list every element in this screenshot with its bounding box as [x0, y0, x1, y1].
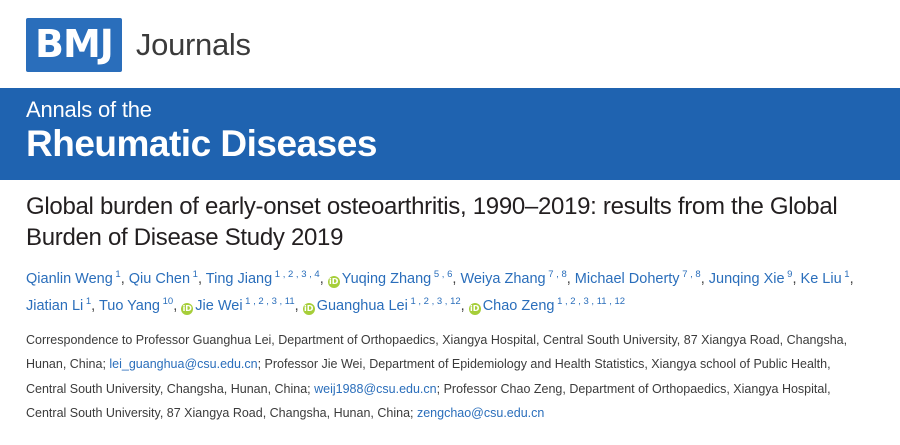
author-affiliation-marker[interactable]: 7 , 8 — [679, 269, 701, 281]
author-link[interactable]: Guanghua Lei — [316, 298, 408, 315]
author-link[interactable]: Ting Jiang — [205, 271, 273, 288]
author-affiliation-marker[interactable]: 10 — [159, 296, 174, 308]
author-affiliation-marker[interactable]: 1 — [83, 296, 92, 308]
author-separator: , — [452, 271, 461, 288]
author-separator: , — [91, 298, 99, 315]
journal-name-prefix: Annals of the — [26, 97, 152, 122]
site-masthead — [0, 0, 900, 72]
author-separator: , — [319, 271, 328, 288]
author-separator: , — [792, 271, 801, 288]
author-link[interactable]: Michael Doherty — [574, 271, 680, 288]
author-link[interactable]: Tuo Yang — [98, 298, 160, 315]
author-separator: , — [566, 271, 575, 288]
author-link[interactable]: Chao Zeng — [482, 298, 555, 315]
correspondence-block — [26, 328, 874, 426]
journal-name: Rheumatic Diseases — [26, 123, 377, 165]
author-affiliation-marker[interactable]: 1 — [190, 269, 198, 281]
orcid-icon[interactable]: iD — [470, 304, 480, 314]
author-affiliation-marker[interactable]: 1 — [112, 269, 121, 281]
author-affiliation-marker[interactable]: 9 — [784, 269, 793, 281]
author-affiliation-marker[interactable]: 1 , 2 , 3 , 12 — [407, 296, 461, 308]
author-separator: , — [197, 271, 206, 288]
author-affiliation-marker[interactable]: 1 , 2 , 3 , 11 , 12 — [554, 296, 626, 308]
author-affiliation-marker[interactable]: 1 , 2 , 3 , 4 — [272, 269, 320, 281]
author-affiliation-marker[interactable]: 1 , 2 , 3 , 11 — [242, 296, 295, 308]
author-link[interactable]: Jie Wei — [195, 298, 243, 315]
article-header — [0, 180, 900, 426]
author-link[interactable]: Qiu Chen — [128, 271, 191, 288]
author-separator: , — [700, 271, 709, 288]
email-link[interactable]: lei_guanghua@csu.edu.cn — [109, 357, 258, 372]
bmj-logo[interactable]: BMJ — [26, 18, 122, 72]
author-separator: , — [849, 271, 854, 288]
orcid-icon[interactable]: iD — [329, 277, 339, 287]
author-separator: , — [173, 298, 182, 315]
author-link[interactable]: Qianlin Weng — [26, 271, 113, 288]
correspondence-text: ; Professor Jie Wei, Department of Epidemiology and Health Statistics, Xiangya school of Public Health, Central South University, Changsha, Hunan, China; — [26, 357, 831, 396]
author-link[interactable]: Jiatian Li — [26, 298, 84, 315]
author-affiliation-marker[interactable]: 5 , 6 — [431, 269, 453, 281]
journal-banner[interactable] — [0, 88, 900, 180]
orcid-icon[interactable]: iD — [304, 304, 314, 314]
author-separator: , — [460, 298, 469, 315]
page-title: Global burden of early-onset osteoarthritis, 1990–2019: results from the Global Burden of Disease Study 2019 — [26, 193, 838, 251]
correspondence-text: Correspondence to Professor Guanghua Lei, Department of Orthopaedics, Xiangya Hospital, Central South University, 87 Xiangya Road, Changsha, Hunan, China; — [26, 333, 848, 372]
email-link[interactable]: zengchao@csu.edu.cn — [416, 406, 545, 421]
author-separator: , — [294, 298, 303, 315]
email-link[interactable]: weij1988@csu.edu.cn — [314, 381, 437, 396]
journals-wordmark: Journals — [135, 27, 251, 62]
author-link[interactable]: Yuqing Zhang — [341, 271, 432, 288]
author-link[interactable]: Ke Liu — [800, 271, 842, 288]
orcid-icon[interactable]: iD — [182, 304, 192, 314]
author-affiliation-marker[interactable]: 7 , 8 — [545, 269, 567, 281]
author-link[interactable]: Weiya Zhang — [460, 271, 546, 288]
author-separator: , — [120, 271, 129, 288]
author-list — [26, 266, 874, 320]
correspondence-text: ; Professor Chao Zeng, Department of Orthopaedics, Xiangya Hospital, Central South University, 87 Xiangya Road, Changsha, Hunan, China; — [26, 381, 831, 421]
author-affiliation-marker[interactable]: 1 — [841, 269, 850, 281]
author-link[interactable]: Junqing Xie — [708, 271, 785, 288]
